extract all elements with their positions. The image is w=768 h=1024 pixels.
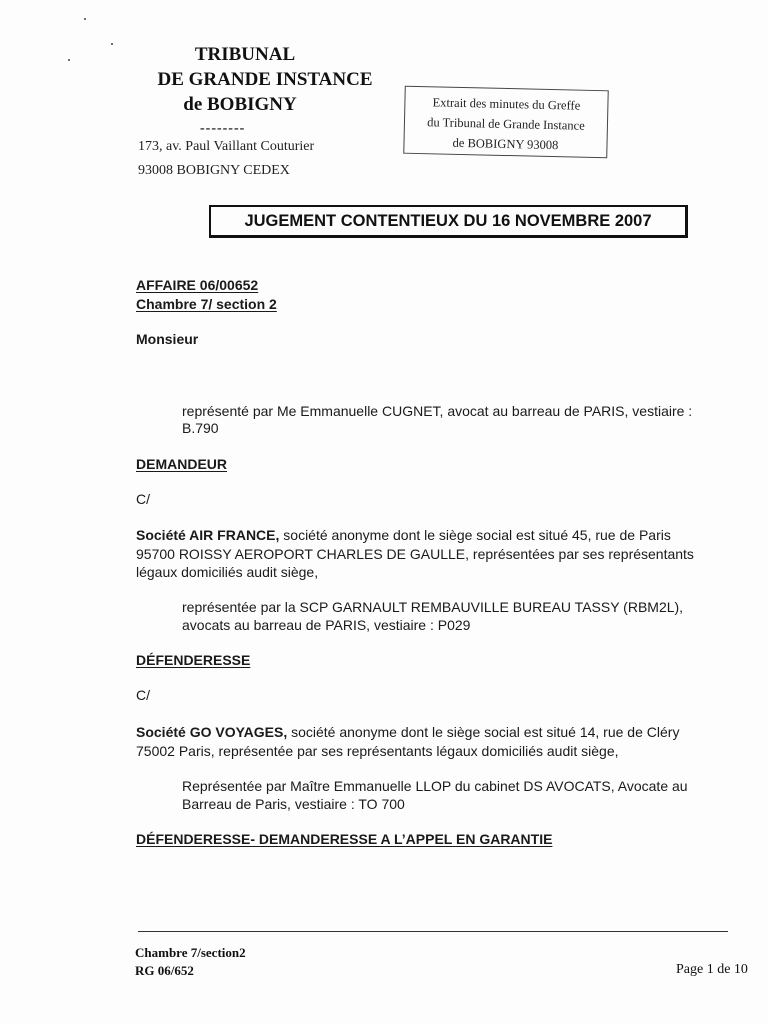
defendant1-description-line1: société anonyme dont le siège social est situé 45, rue de Paris [279, 527, 671, 543]
footer-divider [138, 931, 728, 932]
defendant2-description-line1: société anonyme dont le siège social est situé 14, rue de Cléry [287, 724, 680, 740]
court-name-line2: DE GRANDE INSTANCE [157, 69, 373, 90]
defendant1-representation-line2: avocats au barreau de PARIS, vestiaire : P029 [182, 617, 471, 633]
defendant1-intro [136, 526, 671, 545]
defendant2-name: Société GO VOYAGES, [136, 724, 288, 740]
versus-marker: C/ [136, 687, 150, 703]
court-address-line1: 173, av. Paul Vaillant Couturier [138, 139, 315, 154]
footer-rg-number: RG 06/652 [135, 963, 194, 978]
scan-speck [68, 59, 70, 61]
judgment-title-box [209, 205, 688, 238]
case-number: AFFAIRE 06/00652 [136, 277, 259, 293]
stamp-line2: du Tribunal de Grande Instance [427, 115, 585, 133]
court-address-line2: 93008 BOBIGNY CEDEX [138, 163, 290, 178]
page-number: Page 1 de 10 [676, 962, 748, 977]
registry-stamp [403, 86, 608, 159]
defendant2-description-line2: 75002 Paris, représentée par ses représentants légaux domiciliés audit siège, [136, 743, 619, 759]
plaintiff-representation-line2: B.790 [182, 420, 219, 436]
court-name-line1: TRIBUNAL [194, 44, 296, 65]
chamber-section: Chambre 7/ section 2 [136, 296, 277, 312]
defendant1-description-line3: légaux domiciliés audit siège, [136, 564, 319, 580]
court-header [140, 42, 390, 117]
plaintiff-representation-line1: représenté par Me Emmanuelle CUGNET, avocat au barreau de PARIS, vestiaire : [182, 403, 693, 419]
stamp-line1: Extrait des minutes du Greffe [432, 95, 581, 113]
scan-speck [84, 18, 86, 20]
plaintiff-name: Monsieur [136, 331, 199, 347]
versus-marker: C/ [136, 491, 150, 507]
footer-chamber: Chambre 7/section2 [135, 945, 246, 960]
defendant1-description-line2: 95700 ROISSY AEROPORT CHARLES DE GAULLE, représentées par ses représentants [136, 546, 694, 562]
defendant1-role: DÉFENDERESSE [136, 652, 251, 668]
defendant2-representation-line2: Barreau de Paris, vestiaire : TO 700 [182, 796, 405, 812]
plaintiff-role: DEMANDEUR [136, 456, 227, 472]
defendant1-representation-line1: représentée par la SCP GARNAULT REMBAUVILLE BUREAU TASSY (RBM2L), [182, 599, 684, 615]
defendant2-intro [136, 723, 679, 742]
defendant1-name: Société AIR FRANCE, [136, 527, 280, 543]
defendant2-representation-line1: Représentée par Maître Emmanuelle LLOP du cabinet DS AVOCATS, Avocate au [182, 778, 688, 794]
judgment-title: JUGEMENT CONTENTIEUX DU 16 NOVEMBRE 2007 [244, 211, 652, 230]
stamp-line3: de BOBIGNY 93008 [452, 135, 559, 153]
court-separator: -------- [200, 121, 246, 136]
court-name-line3: de BOBIGNY [183, 94, 297, 115]
defendant2-role: DÉFENDERESSE- DEMANDERESSE A L’APPEL EN GARANTIE [136, 831, 553, 847]
